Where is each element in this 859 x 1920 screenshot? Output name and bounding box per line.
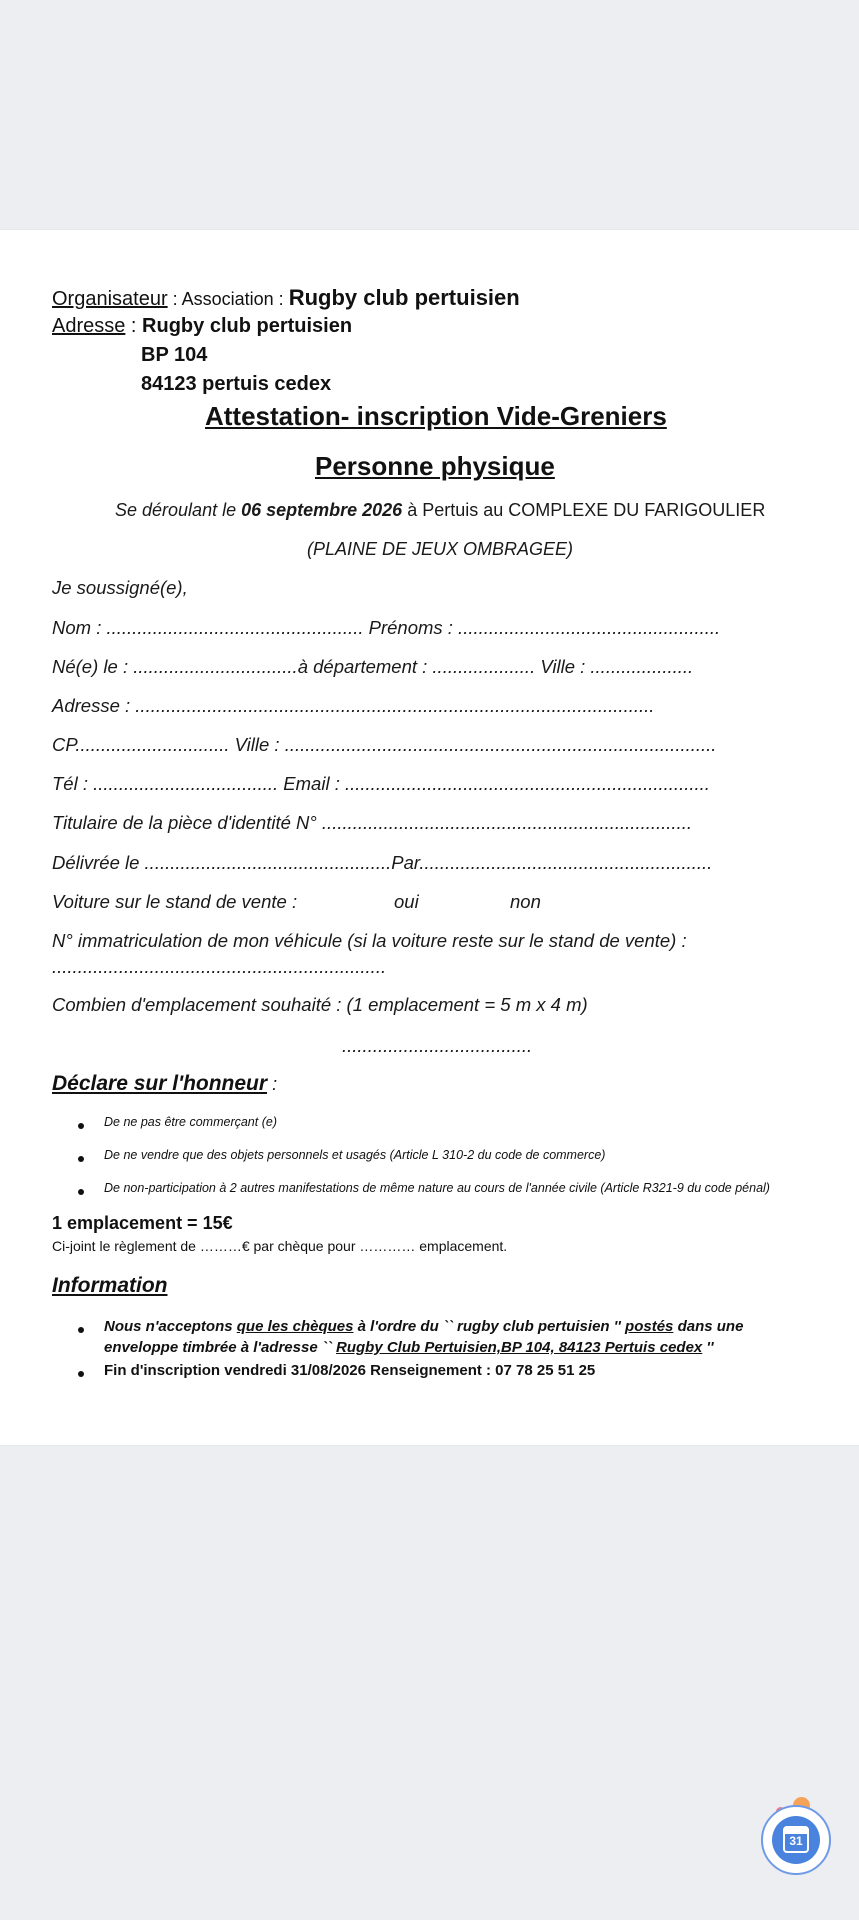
info-underlined-address: Rugby Club Pertuisien,BP 104, 84123 Pertuis cedex <box>336 1339 703 1356</box>
organisateur-name: Rugby club pertuisien <box>288 285 520 310</box>
calendar-icon <box>783 1826 809 1853</box>
organisateur-line <box>52 285 520 311</box>
adresse-line1: Rugby club pertuisien <box>142 315 353 337</box>
adresse-line2: BP 104 <box>141 344 208 366</box>
adresse-label: Adresse <box>52 315 126 337</box>
information-item-2: Fin d'inscription vendredi 31/08/2026 Renseignement : 07 78 25 51 25 <box>104 1362 596 1379</box>
calendar-fab-inner <box>772 1816 820 1864</box>
event-line <box>115 500 765 521</box>
bullet-icon <box>78 1123 84 1129</box>
event-place-detail: (PLAINE DE JEUX OMBRAGEE) <box>307 539 574 559</box>
calendar-day: 31 <box>789 1834 803 1848</box>
document-page <box>0 230 859 1445</box>
bullet-icon <box>78 1189 84 1195</box>
bullet-icon <box>78 1327 84 1333</box>
adresse-sep: : <box>125 315 143 337</box>
information-item-1-line1 <box>104 1318 743 1335</box>
adresse-line3: 84123 pertuis cedex <box>141 373 332 395</box>
organisateur-sep: : Association : <box>167 289 289 309</box>
event-prefix: Se déroulant le <box>115 500 242 520</box>
adresse-line <box>52 315 352 338</box>
pricing-payment: Ci-joint le règlement de ………€ par chèque pour ………… emplacement. <box>52 1238 508 1254</box>
field-emplacement-dots: ..................................... <box>342 1035 533 1056</box>
bullet-icon <box>78 1156 84 1162</box>
field-tel-email: Tél : .................................... Email : ....................................................................... <box>52 773 710 794</box>
info-underlined-cheques: que les chèques <box>236 1318 354 1335</box>
pricing-headline: 1 emplacement = 15€ <box>52 1213 233 1233</box>
declaration-colon: : <box>267 1074 278 1094</box>
bullet-icon <box>78 1371 84 1377</box>
information-title: Information <box>52 1274 168 1297</box>
info-text: '' <box>702 1339 714 1356</box>
field-voiture-label: Voiture sur le stand de vente : <box>52 891 298 912</box>
info-text: Nous n'acceptons <box>104 1318 237 1335</box>
field-naissance: Né(e) le : ................................à département : .................... Ville : .................... <box>52 656 694 677</box>
option-voiture-oui: oui <box>394 891 419 912</box>
field-delivree: Délivrée le ................................................Par......................................................... <box>52 852 713 873</box>
declaration-item-2: De ne vendre que des objets personnels et usagés (Article L 310-2 du code de commerce) <box>104 1148 606 1162</box>
info-text: enveloppe timbrée à l'adresse `` <box>104 1339 336 1356</box>
organisateur-label: Organisateur <box>52 288 168 310</box>
field-nom-prenoms: Nom : .................................................. Prénoms : ................................................... <box>52 617 721 638</box>
event-date: 06 septembre 2026 <box>241 500 403 520</box>
field-immatriculation-label: N° immatriculation de mon véhicule (si la voiture reste sur le stand de vente) : <box>52 930 687 951</box>
form-intro: Je soussigné(e), <box>52 577 188 598</box>
event-suffix: à Pertuis au COMPLEXE DU FARIGOULIER <box>402 500 766 520</box>
calendar-fab-button[interactable] <box>761 1805 831 1875</box>
option-voiture-non: non <box>510 891 541 912</box>
field-piece-identite: Titulaire de la pièce d'identité N° ........................................................................ <box>52 812 692 833</box>
field-cp-ville: CP.............................. Ville : .................................................................................... <box>52 734 717 755</box>
field-emplacement-label: Combien d'emplacement souhaité : (1 emplacement = 5 m x 4 m) <box>52 994 588 1015</box>
document-title: Attestation- inscription Vide-Greniers <box>205 401 667 431</box>
field-immatriculation-dots: ................................................................. <box>52 956 387 977</box>
info-text: à l'ordre du `` rugby club pertuisien '' <box>353 1318 626 1335</box>
declaration-heading <box>52 1072 277 1096</box>
field-adresse: Adresse : ..................................................................................................... <box>52 695 655 716</box>
declaration-title: Déclare sur l'honneur <box>52 1072 268 1095</box>
declaration-item-3: De non-participation à 2 autres manifestations de même nature au cours de l'année civile (Article R321-9 du code pénal) <box>104 1181 770 1195</box>
declaration-item-1: De ne pas être commerçant (e) <box>104 1115 277 1129</box>
info-underlined-postes: postés <box>625 1318 674 1335</box>
info-text: dans une <box>673 1318 744 1335</box>
document-subtitle: Personne physique <box>315 451 555 481</box>
information-item-1-line2 <box>104 1339 714 1356</box>
